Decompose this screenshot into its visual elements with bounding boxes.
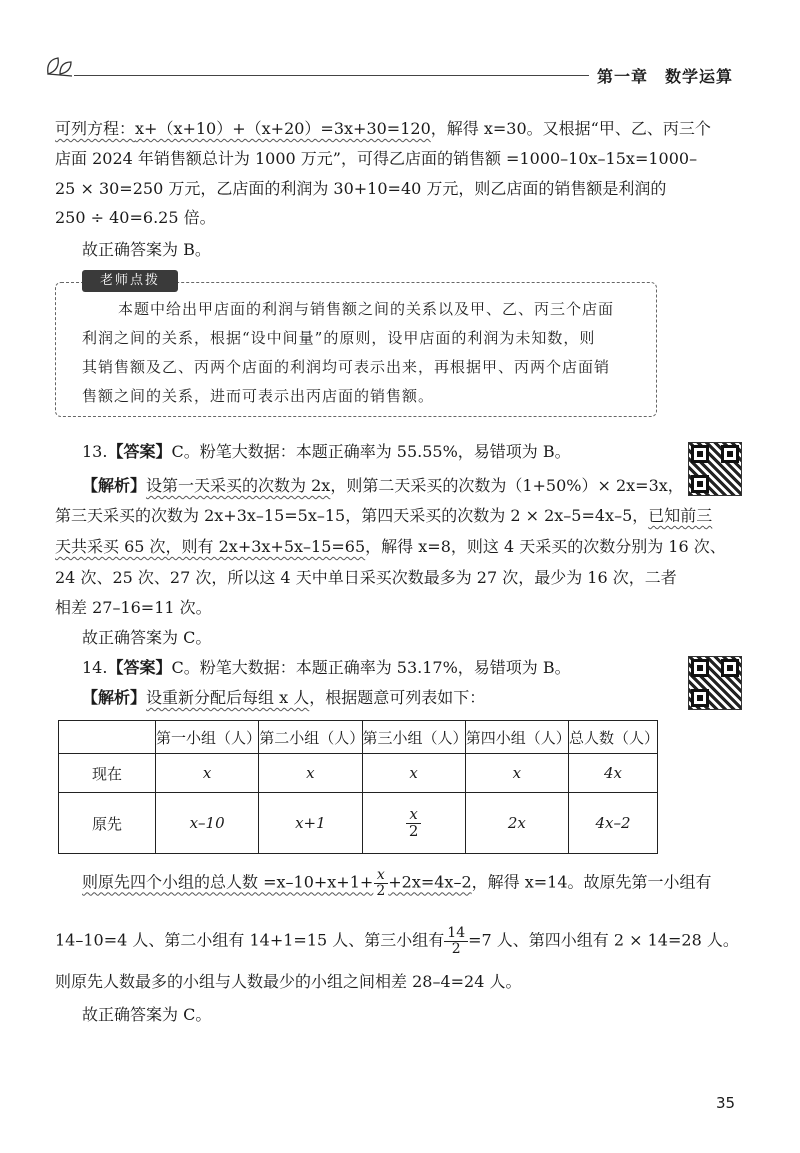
- table-row: 原先 x–10 x+1 $\frac{x}{2}$ 2x 4x–2: [59, 793, 658, 854]
- q14-equation: 则原先四个小组的总人数 =x–10+x+1+ $\frac{x}{2}$ +2x=4x–2，解得 x=14。故原先第一小组有: [82, 867, 712, 899]
- qr-code-icon[interactable]: [688, 656, 742, 710]
- answer-tag: 【答案】: [107, 442, 172, 461]
- q14-difference: 则原先人数最多的小组与人数最少的小组之间相差 28–4=24 人。: [55, 972, 522, 991]
- header-rule: [74, 75, 589, 76]
- q13-line3: 天共采买 65 次，则有 2x+3x+5x–15=65，解得 x=8，则这 4 天采买的次数分别为 16 次、: [55, 537, 726, 556]
- para1-line4: 250 ÷ 40=6.25 倍。: [55, 208, 216, 227]
- note-line1: 本题中给出甲店面的利润与销售额之间的关系以及甲、乙、丙三个店面: [118, 300, 615, 318]
- q13-line1: 【解析】设第一天采买的次数为 2x，则第二天采买的次数为（1+50%）× 2x=3x，: [82, 476, 684, 495]
- teacher-note-badge: 老师点拨: [82, 270, 178, 292]
- leaf-icon: [44, 54, 74, 80]
- para1-line3: 25 × 30=250 万元，乙店面的利润为 30+10=40 万元，则乙店面的销售额是利润的: [55, 179, 667, 198]
- analysis-tag: 【解析】: [82, 688, 147, 707]
- note-line2: 利润之间的关系，根据“设中间量”的原则，设甲店面的利润为未知数，则: [82, 329, 596, 347]
- group-table: [58, 720, 658, 854]
- answer-c-14: 故正确答案为 C。: [82, 1005, 212, 1024]
- para1-line1: 可列方程：x+（x+10）+（x+20）=3x+30=120，解得 x=30。又根据“甲、乙、丙三个: [55, 119, 711, 138]
- q13-line5: 相差 27–16=11 次。: [55, 598, 212, 617]
- equation: x+（x+10）+（x+20）=3x+30=120: [135, 119, 431, 138]
- answer-tag: 【答案】: [107, 658, 172, 677]
- note-line3: 其销售额及乙、丙两个店面的利润均可表示出来，再根据甲、丙两个店面销: [82, 358, 611, 376]
- page-number: 35: [716, 1094, 736, 1112]
- para1-line2: 店面 2024 年销售额总计为 1000 万元”，可得乙店面的销售额 =1000–10x–15x=1000–: [55, 149, 698, 168]
- q14-line1: 【解析】设重新分配后每组 x 人，根据题意可列表如下：: [82, 688, 486, 707]
- answer-b: 故正确答案为 B。: [82, 240, 211, 259]
- fraction-cell: $\frac{x}{2}$: [362, 793, 465, 854]
- chapter-title: 第一章 数学运算: [597, 67, 734, 86]
- q14-result: 14–10=4 人、第二小组有 14+1=15 人、第三小组有 $\frac{14}{2}$ =7 人、第四小组有 2 × 14=28 人。: [55, 925, 739, 957]
- answer-c-13: 故正确答案为 C。: [82, 628, 212, 647]
- q13-line2: 第三天采买的次数为 2x+3x–15=5x–15，第四天采买的次数为 2 × 2x–5=4x–5，已知前三: [55, 506, 713, 525]
- q13-answer: 13.【答案】C。粉笔大数据：本题正确率为 55.55%，易错项为 B。: [82, 442, 571, 461]
- q13-line4: 24 次、25 次、27 次，所以这 4 天中单日采买次数最多为 27 次，最少为 16 次，二者: [55, 568, 677, 587]
- note-line4: 售额之间的关系，进而可表示出丙店面的销售额。: [82, 387, 435, 405]
- equation-label: 可列方程：: [55, 119, 136, 138]
- table-row: 现在 x x x x 4x: [59, 754, 658, 793]
- q14-answer: 14.【答案】C。粉笔大数据：本题正确率为 53.17%，易错项为 B。: [82, 658, 571, 677]
- table-header-row: 第一小组（人） 第二小组（人） 第三小组（人） 第四小组（人） 总人数（人）: [59, 721, 658, 754]
- analysis-tag: 【解析】: [82, 476, 147, 495]
- qr-code-icon[interactable]: [688, 442, 742, 496]
